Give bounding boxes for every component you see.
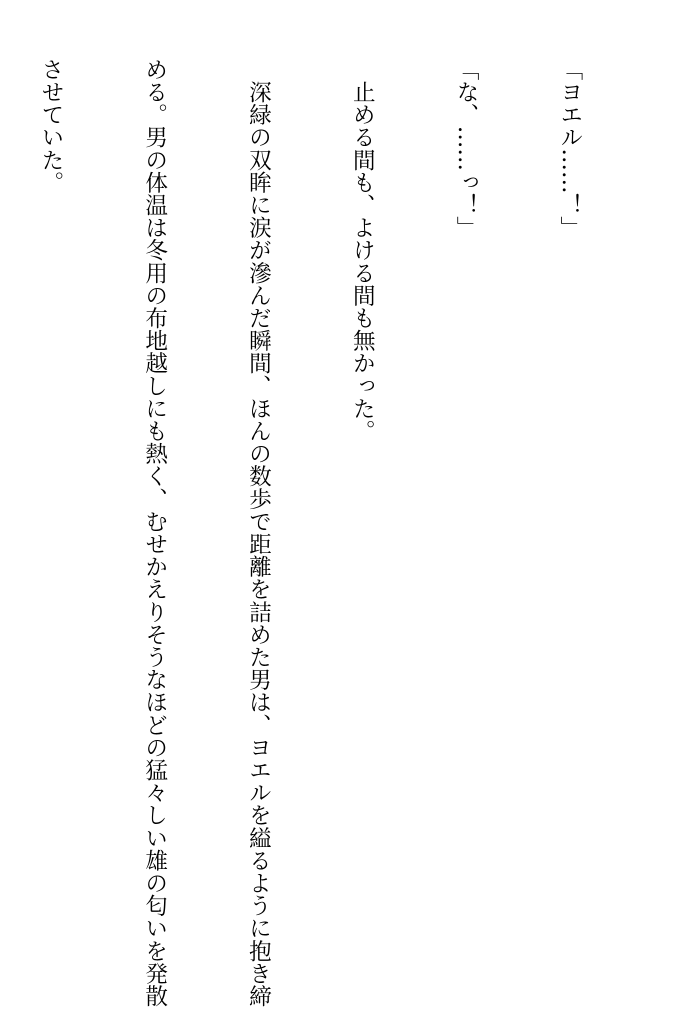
text-line: める。男の体温は冬用の布地越しにも熱く、むせかえりそうなほどの猛々しい雄の匂いを発散 (141, 58, 168, 1008)
text-line: 「ヨエル……！」 (556, 58, 583, 239)
text-line: 「な、……っ！」 (453, 58, 480, 239)
vertical-text-body (0, 58, 656, 1008)
text-line: させていた。 (37, 58, 64, 194)
text-line: 深緑の双眸に涙が滲んだ瞬間、ほんの数歩で距離を詰めた男は、ヨエルを縊るように抱き締 (245, 58, 272, 1008)
text-line: 止める間も、よける間も無かった。 (349, 58, 376, 443)
